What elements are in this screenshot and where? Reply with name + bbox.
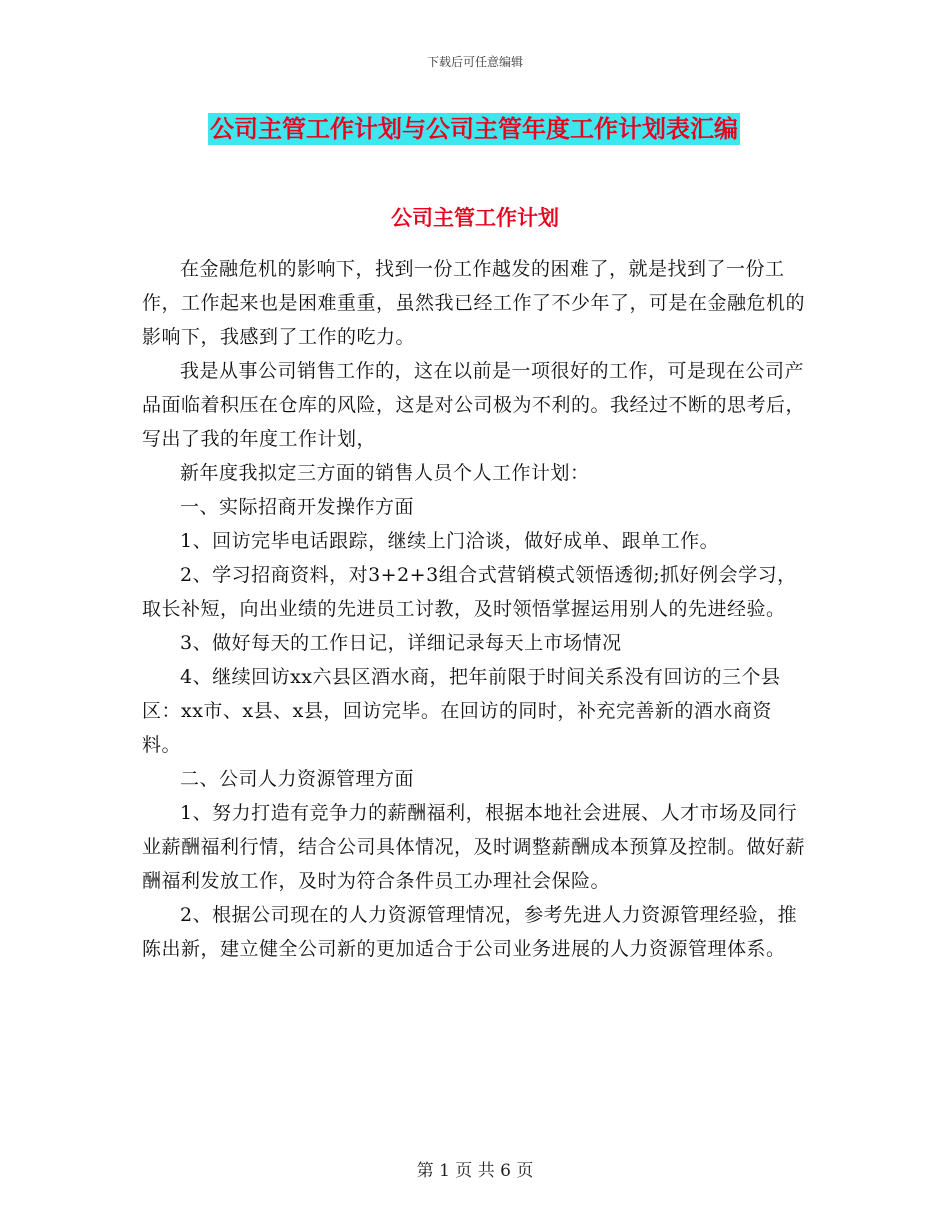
- list-item: 4、继续回访xx六县区酒水商，把年前限于时间关系没有回访的三个县区：xx市、x县、x县，回访完毕。在回访的同时，补充完善新的酒水商资料。: [142, 666, 781, 756]
- page-footer: 第 1 页 共 6 页: [416, 1161, 534, 1181]
- list-item: 3、做好每天的工作日记，详细记录每天上市场情况: [180, 632, 622, 654]
- list-item: 2、根据公司现在的人力资源管理情况，参考先进人力资源管理经验，推陈出新，建立健全公司新的更加适合于公司业务进展的人力资源管理体系。: [142, 904, 798, 960]
- page-header: 下载后可任意编辑: [426, 55, 523, 69]
- list-heading: 一、实际招商开发操作方面: [180, 496, 415, 518]
- list-item: 1、回访完毕电话跟踪，继续上门洽谈，做好成单、跟单工作。: [180, 530, 720, 552]
- document-title: 公司主管工作计划与公司主管年度工作计划表汇编: [210, 115, 738, 143]
- list-item: 2、学习招商资料，对3+2+3组合式营销模式领悟透彻;抓好例会学习，取长补短，向出业绩的先进员工讨教，及时领悟掌握运用别人的先进经验。: [142, 564, 797, 620]
- paragraph: 我是从事公司销售工作的，这在以前是一项很好的工作，可是现在公司产品面临着积压在仓库的风险，这是对公司极为不利的。我经过不断的思考后，写出了我的年度工作计划，: [142, 360, 806, 450]
- list-heading: 二、公司人力资源管理方面: [180, 768, 415, 790]
- section-title: 公司主管工作计划: [391, 206, 559, 230]
- paragraph: 新年度我拟定三方面的销售人员个人工作计划：: [180, 462, 590, 484]
- list-item: 1、努力打造有竞争力的薪酬福利，根据本地社会进展、人才市场及同行业薪酬福利行情，结合公司具体情况，及时调整薪酬成本预算及控制。做好薪酬福利发放工作，及时为符合条件员工办理社会保险。: [142, 802, 806, 892]
- paragraph: 在金融危机的影响下，找到一份工作越发的困难了，就是找到了一份工作，工作起来也是困难重重，虽然我已经工作了不少年了，可是在金融危机的影响下，我感到了工作的吃力。: [142, 258, 806, 348]
- document-body: [142, 252, 808, 966]
